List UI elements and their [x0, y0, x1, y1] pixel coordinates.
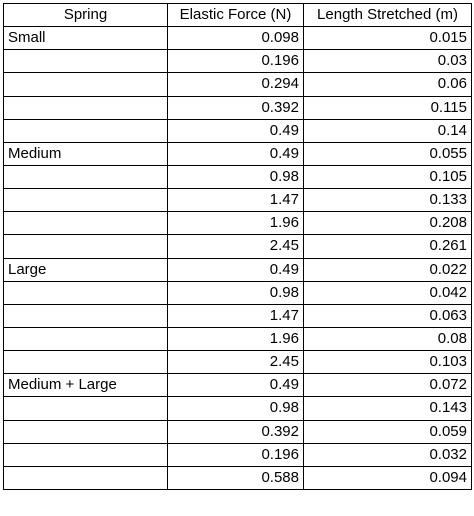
- cell-spring[interactable]: [4, 235, 168, 258]
- table-row: [4, 351, 472, 374]
- cell-length-stretched[interactable]: 0.032: [304, 443, 472, 466]
- header-row: [4, 4, 472, 27]
- cell-elastic-force[interactable]: 0.98: [168, 281, 304, 304]
- cell-spring[interactable]: [4, 73, 168, 96]
- spring-data-table: [3, 3, 472, 490]
- cell-length-stretched[interactable]: 0.115: [304, 96, 472, 119]
- cell-spring[interactable]: [4, 189, 168, 212]
- cell-spring[interactable]: Medium + Large: [4, 374, 168, 397]
- table-row: [4, 142, 472, 165]
- cell-elastic-force[interactable]: 0.588: [168, 466, 304, 489]
- table-row: [4, 235, 472, 258]
- cell-elastic-force[interactable]: 0.196: [168, 50, 304, 73]
- table-row: [4, 304, 472, 327]
- table-row: [4, 466, 472, 489]
- table-row: [4, 212, 472, 235]
- cell-length-stretched[interactable]: 0.105: [304, 165, 472, 188]
- cell-spring[interactable]: [4, 304, 168, 327]
- cell-elastic-force[interactable]: 0.49: [168, 374, 304, 397]
- cell-elastic-force[interactable]: 2.45: [168, 351, 304, 374]
- table-row: [4, 50, 472, 73]
- table-row: [4, 327, 472, 350]
- cell-length-stretched[interactable]: 0.015: [304, 27, 472, 50]
- cell-elastic-force[interactable]: 0.294: [168, 73, 304, 96]
- cell-elastic-force[interactable]: 1.47: [168, 189, 304, 212]
- cell-spring[interactable]: [4, 50, 168, 73]
- cell-elastic-force[interactable]: 0.098: [168, 27, 304, 50]
- header-elastic-force[interactable]: Elastic Force (N): [168, 4, 304, 27]
- cell-length-stretched[interactable]: 0.072: [304, 374, 472, 397]
- cell-spring[interactable]: Large: [4, 258, 168, 281]
- table-row: [4, 73, 472, 96]
- cell-length-stretched[interactable]: 0.06: [304, 73, 472, 96]
- cell-elastic-force[interactable]: 0.98: [168, 397, 304, 420]
- cell-spring[interactable]: [4, 443, 168, 466]
- table-row: [4, 443, 472, 466]
- cell-length-stretched[interactable]: 0.059: [304, 420, 472, 443]
- cell-spring[interactable]: [4, 165, 168, 188]
- cell-spring[interactable]: [4, 397, 168, 420]
- table-row: [4, 281, 472, 304]
- spreadsheet-table-container: [3, 3, 472, 490]
- cell-elastic-force[interactable]: 1.96: [168, 212, 304, 235]
- cell-length-stretched[interactable]: 0.055: [304, 142, 472, 165]
- table-row: [4, 420, 472, 443]
- cell-elastic-force[interactable]: 0.49: [168, 142, 304, 165]
- cell-spring[interactable]: [4, 466, 168, 489]
- cell-spring[interactable]: [4, 96, 168, 119]
- table-row: [4, 374, 472, 397]
- cell-length-stretched[interactable]: 0.143: [304, 397, 472, 420]
- cell-elastic-force[interactable]: 0.49: [168, 258, 304, 281]
- table-row: [4, 119, 472, 142]
- table-row: [4, 258, 472, 281]
- cell-length-stretched[interactable]: 0.022: [304, 258, 472, 281]
- cell-length-stretched[interactable]: 0.208: [304, 212, 472, 235]
- cell-spring[interactable]: [4, 420, 168, 443]
- cell-elastic-force[interactable]: 0.98: [168, 165, 304, 188]
- cell-length-stretched[interactable]: 0.14: [304, 119, 472, 142]
- cell-spring[interactable]: [4, 119, 168, 142]
- cell-length-stretched[interactable]: 0.103: [304, 351, 472, 374]
- cell-elastic-force[interactable]: 0.392: [168, 96, 304, 119]
- cell-length-stretched[interactable]: 0.03: [304, 50, 472, 73]
- table-row: [4, 397, 472, 420]
- cell-spring[interactable]: [4, 281, 168, 304]
- cell-length-stretched[interactable]: 0.042: [304, 281, 472, 304]
- table-body: [4, 27, 472, 490]
- header-length-stretched[interactable]: Length Stretched (m): [304, 4, 472, 27]
- cell-elastic-force[interactable]: 1.47: [168, 304, 304, 327]
- cell-length-stretched[interactable]: 0.261: [304, 235, 472, 258]
- cell-length-stretched[interactable]: 0.133: [304, 189, 472, 212]
- cell-length-stretched[interactable]: 0.063: [304, 304, 472, 327]
- cell-spring[interactable]: Small: [4, 27, 168, 50]
- cell-spring[interactable]: [4, 212, 168, 235]
- table-row: [4, 27, 472, 50]
- table-row: [4, 165, 472, 188]
- cell-elastic-force[interactable]: 0.196: [168, 443, 304, 466]
- cell-elastic-force[interactable]: 0.392: [168, 420, 304, 443]
- cell-elastic-force[interactable]: 0.49: [168, 119, 304, 142]
- cell-length-stretched[interactable]: 0.08: [304, 327, 472, 350]
- cell-length-stretched[interactable]: 0.094: [304, 466, 472, 489]
- cell-elastic-force[interactable]: 2.45: [168, 235, 304, 258]
- cell-elastic-force[interactable]: 1.96: [168, 327, 304, 350]
- cell-spring[interactable]: [4, 327, 168, 350]
- cell-spring[interactable]: Medium: [4, 142, 168, 165]
- cell-spring[interactable]: [4, 351, 168, 374]
- table-row: [4, 189, 472, 212]
- table-row: [4, 96, 472, 119]
- header-spring[interactable]: Spring: [4, 4, 168, 27]
